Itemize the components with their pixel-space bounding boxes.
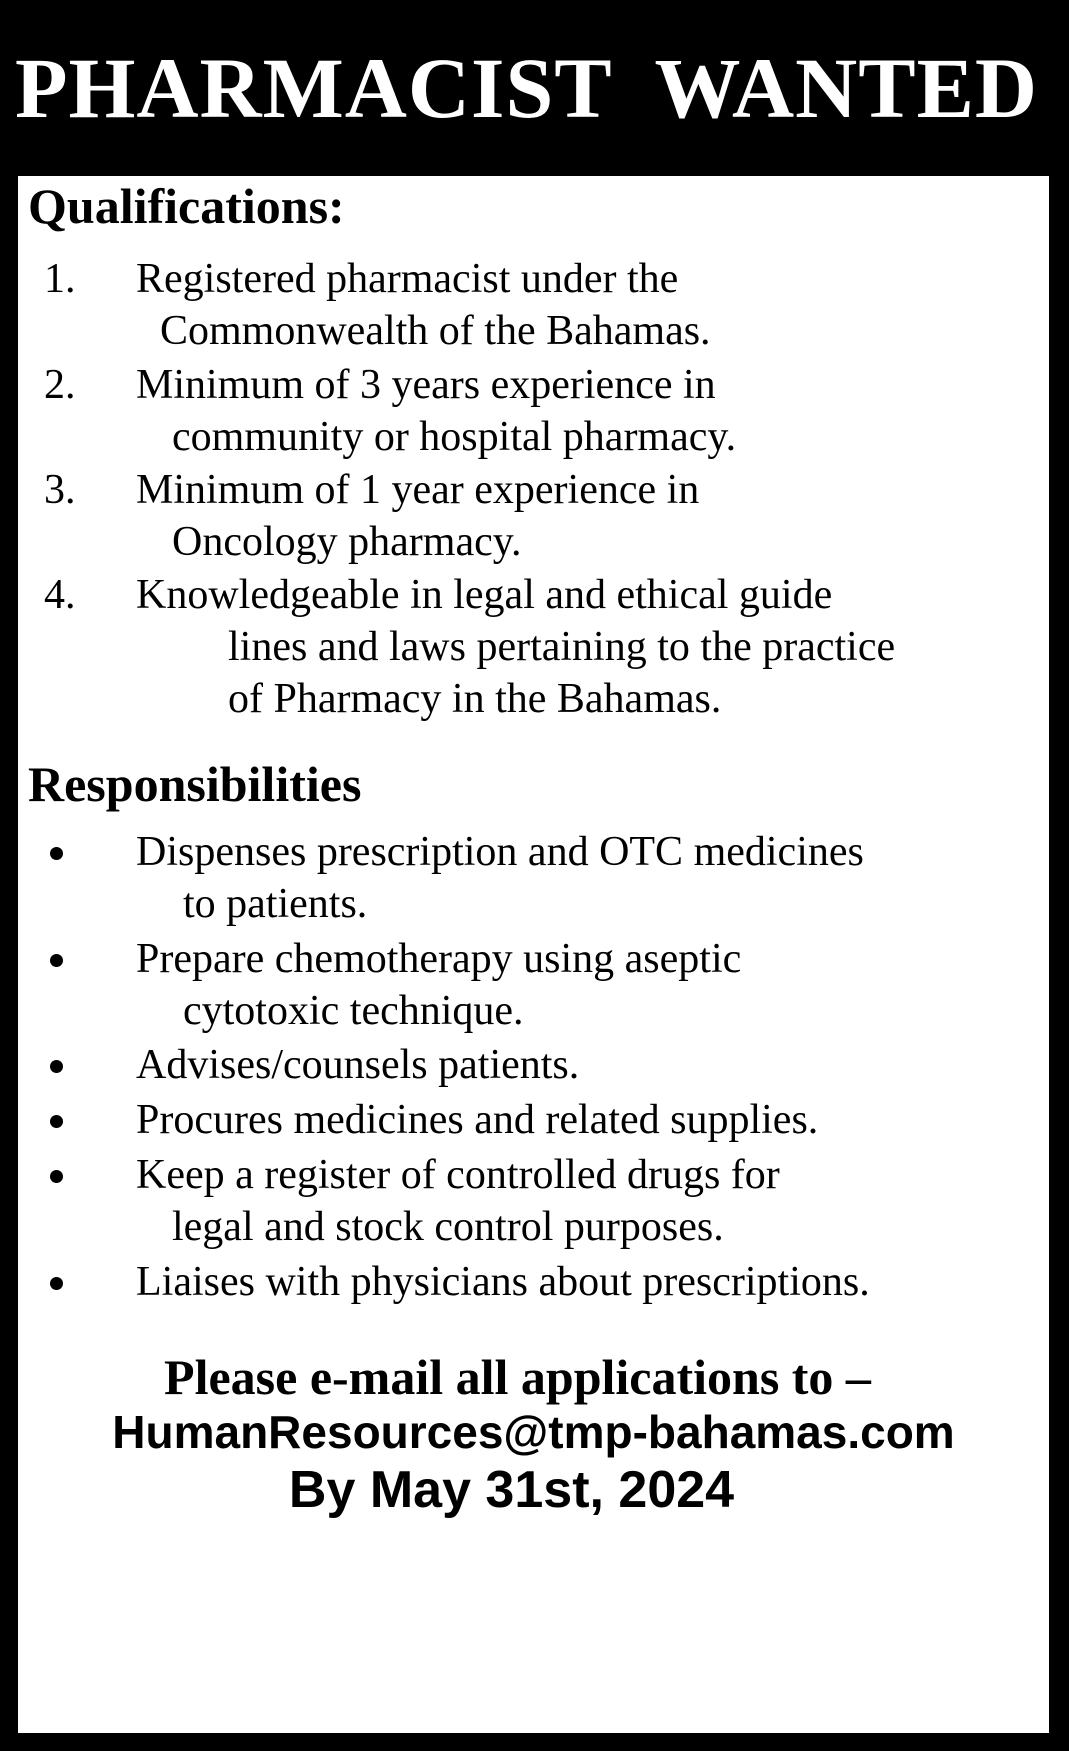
contact-email[interactable]: HumanResources@tmp-bahamas.com — [112, 1406, 955, 1458]
qualifications-heading: Qualifications: — [28, 178, 345, 234]
header-bar — [0, 0, 1069, 176]
responsibility-text-cont: to patients. — [183, 881, 368, 927]
responsibility-text-cont: cytotoxic technique. — [183, 988, 524, 1034]
bullet-icon — [50, 1170, 63, 1183]
qualification-number: 3. — [44, 467, 76, 513]
qualification-text: Minimum of 3 years experience in — [136, 362, 716, 408]
responsibilities-heading: Responsibilities — [28, 756, 362, 812]
qualification-number: 4. — [44, 572, 76, 618]
responsibility-text: Prepare chemotherapy using aseptic — [136, 936, 742, 982]
responsibility-text: Liaises with physicians about prescriptions. — [136, 1259, 870, 1305]
bullet-icon — [50, 954, 63, 967]
responsibility-text: Advises/counsels patients. — [136, 1042, 580, 1088]
qualification-text-cont: Commonwealth of the Bahamas. — [160, 308, 711, 354]
qualification-text-cont: community or hospital pharmacy. — [172, 414, 737, 460]
bullet-icon — [50, 1115, 63, 1128]
bullet-icon — [50, 1060, 63, 1073]
bullet-icon — [50, 847, 63, 860]
responsibility-text-cont: legal and stock control purposes. — [172, 1204, 724, 1250]
qualification-text: Knowledgeable in legal and ethical guide — [136, 572, 833, 618]
application-deadline: By May 31st, 2024 — [288, 1461, 735, 1519]
qualification-text: Minimum of 1 year experience in — [136, 467, 700, 513]
qualification-number: 1. — [44, 256, 76, 302]
content-panel — [18, 176, 1049, 1733]
apply-instruction: Please e-mail all applications to – — [164, 1349, 871, 1405]
bullet-icon — [50, 1277, 63, 1290]
responsibility-text: Dispenses prescription and OTC medicines — [136, 829, 864, 875]
qualification-text-cont: Oncology pharmacy. — [172, 519, 522, 565]
qualification-number: 2. — [44, 362, 76, 408]
page-title: PHARMACIST WANTED — [14, 40, 1039, 136]
responsibility-text: Procures medicines and related supplies. — [136, 1097, 819, 1143]
responsibility-text: Keep a register of controlled drugs for — [136, 1152, 780, 1198]
qualification-text: Registered pharmacist under the — [136, 256, 679, 302]
qualification-text-cont: of Pharmacy in the Bahamas. — [228, 676, 722, 722]
qualification-text-cont: lines and laws pertaining to the practice — [228, 624, 896, 670]
